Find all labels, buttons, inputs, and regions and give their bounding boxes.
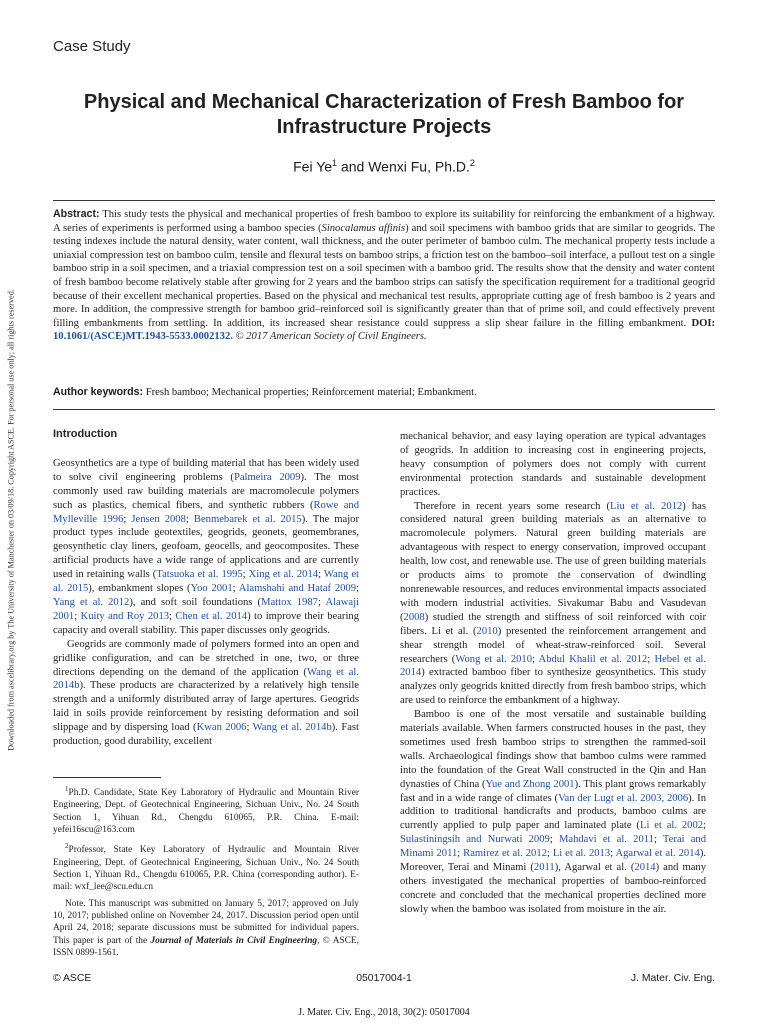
paragraph-text: ), Agarwal et al. (: [554, 862, 635, 874]
paragraph-text: ;: [317, 596, 326, 608]
author-joiner: and: [337, 158, 369, 175]
paragraph-text: ;: [647, 653, 655, 665]
author-2: Wenxi Fu, Ph.D.: [368, 158, 470, 175]
paragraph-text: ;: [532, 653, 539, 665]
left-column: [53, 428, 359, 749]
citation-link[interactable]: Agarwal et al. 2014: [615, 848, 700, 860]
paragraph-text: Therefore in recent years some research (: [414, 500, 611, 512]
footnote-1: [53, 783, 359, 836]
paragraph-text: ;: [242, 569, 249, 581]
species-name: Sinocalamus affinis: [321, 222, 406, 234]
abstract-text-1: This study tests the physical and mechanical properties of fresh bamboo to explore its suitability for reinforcing the embankment of a highway. A series of experiments is performed using a bamboo species (: [53, 209, 715, 234]
keywords-label: Author keywords:: [53, 386, 144, 398]
citation-link[interactable]: Li et al. 2013: [552, 848, 611, 860]
paragraph-text: ). Moreover, Terai and Minami (: [400, 848, 706, 874]
citation-link[interactable]: Alamshahi and Hataf 2009: [238, 583, 357, 595]
paragraph-text: ), and soft soil foundations (: [129, 596, 262, 608]
paragraph-text: ). These products are characterized by a relatively high tensile strength and a uniformly distributed array of large apertures. Geogrids laid in soils provide reinforcement by resisting deformation and soil slippage and by dispersing load (: [53, 680, 359, 734]
citation-link[interactable]: Wang et al. 2014b: [53, 666, 359, 692]
footnote-1-mark: 1: [65, 785, 69, 793]
citation-link[interactable]: Mahdavi et al. 2011: [558, 834, 654, 846]
paragraph-text: ) studied the strength and stiffness of soil reinforced with coir fibers. Li et al. (: [400, 611, 706, 637]
citation-link[interactable]: Van der Lugt et al. 2003, 2006: [558, 792, 689, 804]
paragraph-text: ;: [703, 820, 706, 832]
author-keywords: [53, 386, 715, 398]
paragraph-text: ;: [123, 513, 132, 525]
paragraph-text: ), embankment slopes (: [88, 583, 191, 595]
paragraph-text: ;: [356, 583, 359, 595]
download-notice-sidebar: [4, 215, 18, 825]
author-1: Fei Ye: [293, 158, 333, 175]
citation-line: J. Mater. Civ. Eng., 2018, 30(2): 05017004: [298, 1007, 470, 1018]
citation-link[interactable]: Alawaji 2001: [53, 596, 359, 622]
paragraph-text: Bamboo is one of the most versatile and sustainable building materials available. When farmers constructed houses in the past, they sometimes used fresh bamboo strips to strengthen the rammed-soil walls. Archaeological findings show that bamboo culms were rammed into the foundation of the Great Wall constructed in the Qin and Han dynasties of China (: [400, 709, 706, 790]
paragraph-text: ) extracted bamboo fiber to synthesize geosynthetics. This study analyzes only geogrids knitted directly from fresh bamboo strips, which are used to reinforce the embankment of a highway.: [400, 667, 706, 707]
citation-link[interactable]: Abdul Khalil et al. 2012: [538, 653, 648, 665]
doi-link[interactable]: 10.1061/(ASCE)MT.1943-5533.0002132.: [53, 331, 233, 343]
citation-link[interactable]: Jensen 2008: [131, 513, 186, 525]
citation-link[interactable]: Hebel et al. 2014: [400, 653, 707, 679]
note-text-2: , © ASCE, ISSN 0899-1561.: [53, 935, 359, 958]
left-paragraph-2: [53, 638, 359, 749]
citation-link[interactable]: Tatsuoka et al. 1995: [156, 569, 243, 581]
right-paragraph-3: [400, 708, 706, 917]
paragraph-text: ). The major product types include geotextiles, geogrids, geonets, geomembranes, geosynthetic clay liners, geofoam, geocells, and geocomposites. These artificial products have a wide range of applications and are currently used in retaining walls (: [53, 513, 359, 581]
citation-link[interactable]: Wang et al. 2014b: [252, 722, 332, 734]
paragraph-text: ;: [169, 610, 176, 622]
footnote-2: [53, 840, 359, 893]
paragraph-text: ;: [318, 569, 324, 581]
paragraph-text: ;: [653, 834, 663, 846]
download-notice: Downloaded from ascelibrary.org by The University of Manchester on 03/09/18. Copyright ASCE. For personal use only; all rights reserved.: [6, 289, 16, 751]
paragraph-text: ;: [185, 513, 194, 525]
footnote-rule: [53, 777, 161, 778]
paragraph-text: ;: [610, 848, 616, 860]
paragraph-text: ). The most commonly used raw building materials are macromolecule polymers such as plastics, chemical fibers, and synthetic rubbers (: [53, 471, 359, 511]
doi-label: DOI:: [686, 317, 715, 329]
paragraph-text: ). This plant grows remarkably fast and in a wide range of climates (: [400, 778, 707, 804]
paragraph-text: ;: [457, 848, 464, 860]
left-paragraph-1: [53, 457, 359, 638]
footer-article-number: 05017004-1: [356, 973, 412, 984]
introduction-heading: Introduction: [53, 428, 118, 440]
footnotes: [53, 783, 359, 963]
citation-link[interactable]: Sulastiningsih and Nurwati 2009: [400, 834, 550, 846]
section-label: Case Study: [53, 38, 131, 55]
paragraph-text: Geogrids are commonly made of polymers formed into an open and gridlike configuration, and can be stretched in one, two, or three directions depending on the demand of the application (: [53, 638, 359, 678]
citation-link[interactable]: Yoo 2001: [190, 583, 233, 595]
footnote-1-text: Ph.D. Candidate, State Key Laboratory of Hydraulic and Mountain River Engineering, Dept. of Geotechnical Engineering, Sichuan Univ., No. 24 South Section 1, Yihuan Rd., Chengdu 610065, P.R. China. E-mail: yefei16scu@163.com: [53, 788, 359, 836]
paragraph-text: ;: [246, 722, 253, 734]
citation-link[interactable]: Li et al. 2002: [639, 820, 704, 832]
citation-link[interactable]: 2011: [533, 862, 555, 874]
citation-link[interactable]: 2010: [476, 625, 498, 637]
manuscript-note: [53, 898, 359, 959]
citation-link[interactable]: Mattox 1987: [261, 596, 318, 608]
citation-link[interactable]: 2008: [403, 611, 425, 623]
citation-link[interactable]: Yang et al. 2012: [53, 596, 130, 608]
citation-link[interactable]: Chen et al. 2014: [175, 610, 248, 622]
paragraph-text: ;: [232, 583, 239, 595]
citation-link[interactable]: Kwan 2006: [196, 722, 247, 734]
citation-link[interactable]: Rowe and Mylleville 1996: [53, 499, 359, 525]
abstract-text-2: ) and soil specimens with bamboo grids that are similar to geogrids. The testing indexes include the natural density, water content, wall thickness, and the outer perimeter of bamboo culm. The mechanical property tests include a uniaxial compression test on bamboo culm, tensile and flexural tests on bamboo strips, a friction test on the bamboo–soil interface, a pullout test on a single bamboo strip in a soil specimen, and a triaxial compression test on a soil specimen with a bamboo grid. The results show that the density and water content of fresh bamboo become relatively stable after growing for 2 years and the bamboo strips can satisfy the specification requirement for a traditional geogrid because of their excellent mechanical properties. Based on the physical and mechanical test results, appropriate cutting age of fresh bamboo is 2 years and more. In addition, the compressive strength for bamboo grid–reinforced soil is significantly greater than that of prime soil, and could effectively prevent filling embankments from settling. In addition, its increased shear resistance could suppress a slip shear failure in the filling embankment.: [53, 222, 715, 329]
paragraph-text: ;: [546, 848, 553, 860]
author-2-affiliation-mark[interactable]: 2: [469, 158, 475, 168]
abstract-top-rule: [53, 200, 715, 201]
right-column: [400, 430, 706, 917]
footnote-2-text: Professor, State Key Laboratory of Hydraulic and Mountain River Engineering, Dept. of Geotechnical Engineering, Sichuan Univ., No. 24 South Section 1, Yihuan Rd., Chengdu 610065, P.R. China (corresponding author). E-mail: wxf_lee@scu.edu.cn: [53, 845, 359, 893]
citation-link[interactable]: Liu et al. 2012: [610, 500, 683, 512]
note-text-1: Note. This manuscript was submitted on January 5, 2017; approved on July 10, 2017; published online on November 24, 2017. Discussion period open until April 24, 2018; separate discussions must be submitted for individual papers. This paper is part of the: [53, 898, 359, 946]
citation-link[interactable]: Wong et al. 2010: [455, 653, 533, 665]
paragraph-text: ) and many others investigated the mechanical properties of bamboo-reinforced concrete and concluded that the mechanical properties declined more slowly when the bamboo was isolated from moisture in the air.: [400, 862, 707, 915]
paragraph-text: ). Fast production, good durability, excellent: [53, 722, 359, 748]
right-paragraph-2: [400, 500, 706, 709]
footnote-2-mark: 2: [65, 842, 69, 851]
citation-link[interactable]: Terai and Minami 2011: [400, 834, 707, 860]
journal-name: Journal of Materials in Civil Engineering: [150, 935, 318, 946]
paragraph-text: ) presented the reinforcement arrangement and shear strength model of wheat-straw-reinforced soil. Several researchers (: [400, 625, 706, 665]
citation-link[interactable]: Yue and Zhong 2001: [485, 778, 575, 790]
paragraph-text: ) to improve their bearing capacity and overall stability. This paper discusses only geogrids.: [53, 610, 360, 636]
footer-journal: J. Mater. Civ. Eng.: [630, 973, 715, 984]
paragraph-text: ) has considered natural green building materials as an alternative to macromolecule polymers. Natural green building materials are advantageous with respect to energy conservation, improved occupant health, low cost, and renewable use. The use of green building materials or products aims to promote the conservation of dwindling nonrenewable resources, and reduces environmental impacts associated with modern industrial activities. Sivakumar Babu and Vasudevan (: [400, 500, 706, 623]
abstract-label: Abstract:: [53, 208, 100, 220]
footer-publisher: © ASCE: [53, 973, 92, 984]
article-title: Physical and Mechanical Characterization of Fresh Bamboo for Infrastructure Projects: [83, 91, 685, 138]
citation-link[interactable]: 2014: [634, 862, 656, 874]
paragraph-text: ;: [74, 610, 81, 622]
abstract: [53, 208, 715, 344]
citation-link[interactable]: Wang et al. 2015: [53, 569, 360, 595]
paragraph-text: ;: [549, 834, 559, 846]
citation-link[interactable]: Palmeira 2009: [233, 471, 301, 483]
copyright-notice: © 2017 American Society of Civil Engineers.: [232, 331, 427, 343]
citation-link[interactable]: Benmebarek et al. 2015: [193, 513, 302, 525]
paragraph-text: Geosynthetics are a type of building material that has been widely used to solve civil engineering problems (: [53, 457, 359, 483]
citation-link[interactable]: Kuity and Roy 2013: [80, 610, 170, 622]
author-line: [80, 158, 688, 175]
keywords-text: Fresh bamboo; Mechanical properties; Reinforcement material; Embankment.: [143, 387, 477, 398]
author-1-affiliation-mark[interactable]: 1: [332, 158, 338, 168]
right-paragraph-1: mechanical behavior, and easy laying operation are typical advantages of geogrids. In addition to increasing cost in engineering projects, heavy consumption of polymers does not comply with current environmental protection standards and sustainable development practices.: [400, 431, 706, 498]
paragraph-text: ). In addition to traditional handicrafts and products, bamboo culms are currently applied to pulp paper and laminated plate (: [400, 792, 706, 832]
keywords-bottom-rule: [53, 409, 715, 410]
citation-link[interactable]: Ramirez et al. 2012: [463, 848, 547, 860]
citation-link[interactable]: Xing et al. 2014: [248, 569, 319, 581]
